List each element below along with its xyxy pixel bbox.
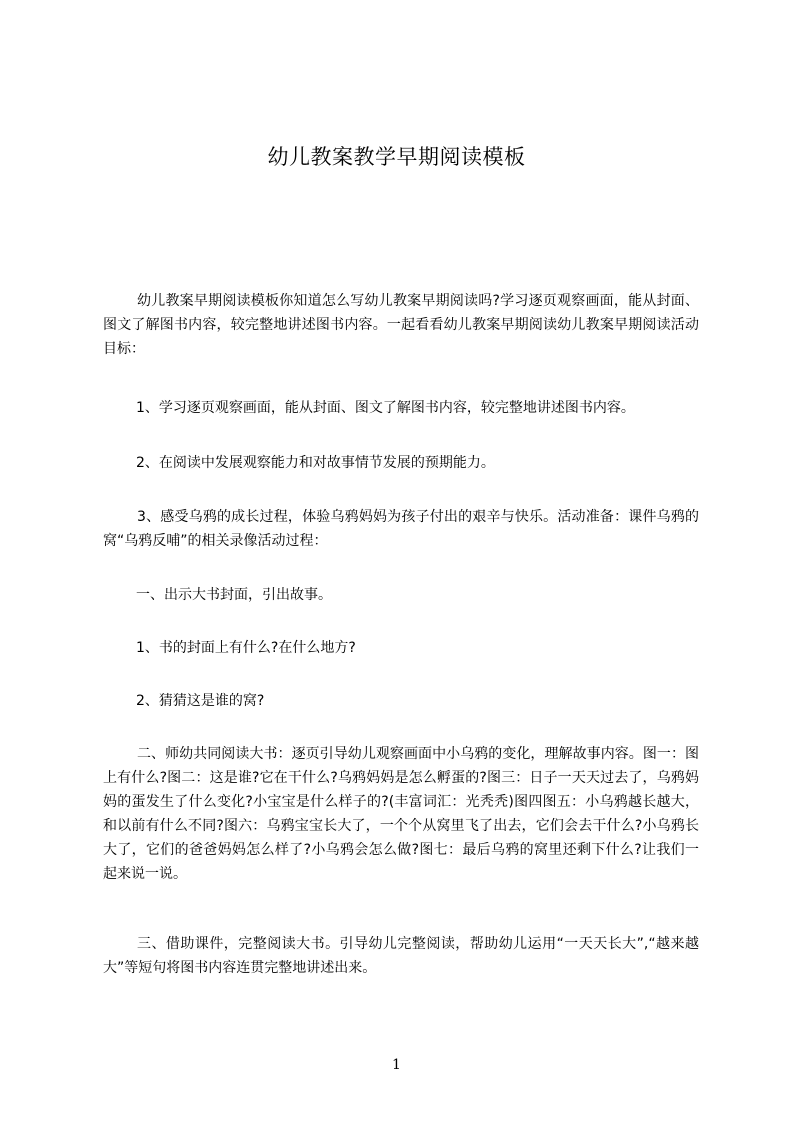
paragraph-intro: 幼儿教案早期阅读模板你知道怎么写幼儿教案早期阅读吗?学习逐页观察画面，能从封面、图文了解图书内容，较完整地讲述图书内容。一起看看幼儿教案早期阅读幼儿教案早期阅读活动目标： <box>103 293 699 357</box>
document-title: 幼儿教案教学早期阅读模板 <box>267 145 526 169</box>
paragraph-step-2: 二、师幼共同阅读大书：逐页引导幼儿观察画面中小乌鸦的变化，理解故事内容。图一：图上有什么?图二：这是谁?它在干什么?乌鸦妈妈是怎么孵蛋的?图三：日子一天天过去了，乌鸦妈妈的蛋发生了什么变化?小宝宝是什么样子的?(丰富词汇：光秃秃)图四图五：小乌鸦越长越大，和以前有什么不同?图六：乌鸦宝宝长大了，一个个从窝里飞了出去，它们会去干什么?小乌鸦长大了，它们的爸爸妈妈怎么样了?小乌鸦会怎么做?图七：最后乌鸦的窝里还剩下什么?让我们一起来说一说。 <box>103 746 699 882</box>
paragraph-goal-2: 2、在阅读中发展观察能力和对故事情节发展的预期能力。 <box>136 455 495 471</box>
paragraph-step-1: 一、出示大书封面，引出故事。 <box>136 587 332 603</box>
paragraph-step-3: 三、借助课件，完整阅读大书。引导幼儿完整阅读，帮助幼儿运用“一天天长大”,“越来越大”等短句将图书内容连贯完整地讲述出来。 <box>103 936 699 976</box>
paragraph-step-1-question-1: 1、书的封面上有什么?在什么地方? <box>136 640 356 656</box>
page-number: 1 <box>392 1057 401 1073</box>
paragraph-goal-3: 3、感受乌鸦的成长过程，体验乌鸦妈妈为孩子付出的艰辛与快乐。活动准备：课件乌鸦的窝“乌鸦反哺”的相关录像活动过程： <box>103 509 699 549</box>
paragraph-step-1-question-2: 2、猜猜这是谁的窝? <box>136 693 265 709</box>
paragraph-goal-1: 1、学习逐页观察画面，能从封面、图文了解图书内容，较完整地讲述图书内容。 <box>136 400 635 416</box>
